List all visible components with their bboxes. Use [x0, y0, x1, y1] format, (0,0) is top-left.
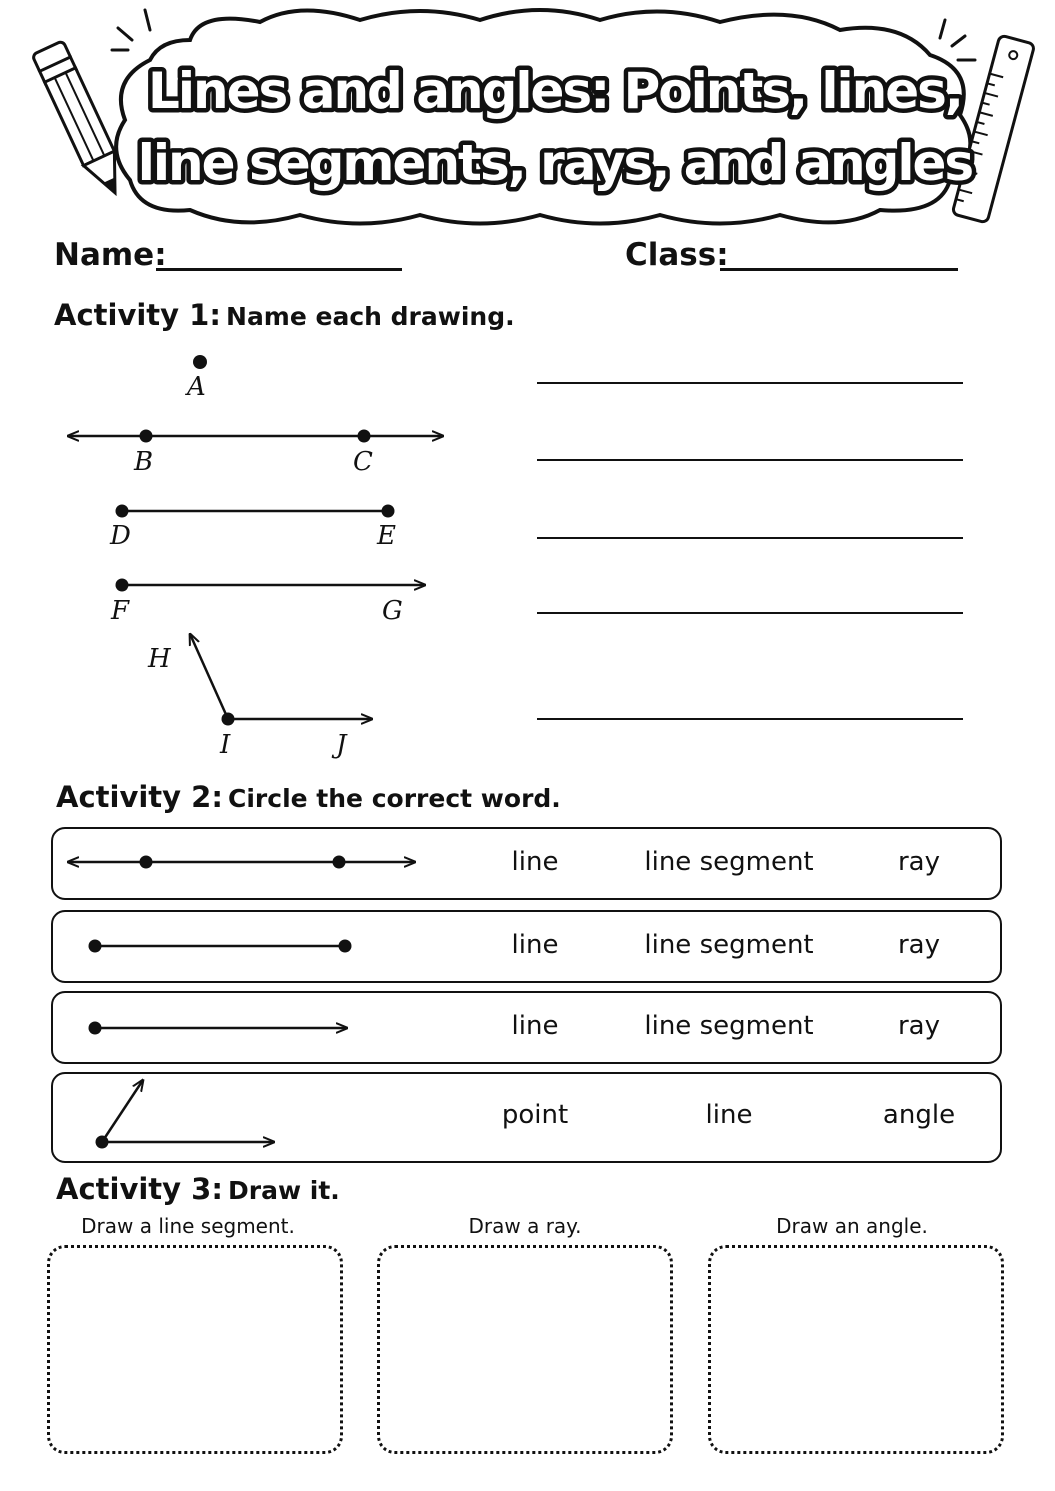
activity1-instruction: Name each drawing.	[226, 302, 515, 331]
class-label: Class:	[625, 237, 729, 273]
activity3-title	[56, 1172, 340, 1206]
draw-box-2[interactable]	[377, 1245, 673, 1454]
point-a	[193, 355, 207, 369]
answer-line-4[interactable]	[537, 612, 963, 614]
label-h: H	[148, 644, 171, 674]
name-label: Name:	[54, 237, 167, 273]
point-d	[116, 505, 129, 518]
choice-word[interactable]: ray	[897, 930, 941, 960]
answer-line-3[interactable]	[537, 537, 963, 539]
label-a: A	[187, 372, 206, 402]
draw-box-3-label: Draw an angle.	[776, 1214, 928, 1238]
choice-row-2	[51, 910, 1002, 983]
activity2-instruction: Circle the correct word.	[228, 784, 561, 813]
label-b: B	[134, 447, 154, 477]
answer-line-1[interactable]	[537, 382, 963, 384]
choice-word[interactable]: line	[511, 930, 559, 960]
draw-box-1-label: Draw a line segment.	[81, 1214, 295, 1238]
choice-word[interactable]: line segment	[644, 930, 814, 960]
choice-word[interactable]: ray	[897, 847, 941, 877]
choice-word[interactable]: line	[511, 1011, 559, 1041]
point-f	[116, 579, 129, 592]
activity2-heading: Activity 2:	[56, 780, 223, 814]
activity2-title	[56, 780, 561, 814]
label-f: F	[111, 596, 130, 626]
choice-row-3	[51, 991, 1002, 1064]
point-i	[222, 713, 235, 726]
label-e: E	[377, 521, 396, 551]
label-d: D	[110, 521, 131, 551]
choice-word[interactable]: line segment	[644, 1011, 814, 1041]
point-c	[358, 430, 371, 443]
label-i: I	[220, 730, 231, 760]
choice-row-1	[51, 827, 1002, 900]
choice-row-4	[51, 1072, 1002, 1163]
choice-word[interactable]: line segment	[644, 847, 814, 877]
point-e	[382, 505, 395, 518]
draw-box-3[interactable]	[708, 1245, 1004, 1454]
activity1-heading: Activity 1:	[54, 298, 221, 332]
title-line-1: Lines and angles: Points, lines,	[148, 62, 962, 120]
label-g: G	[382, 596, 403, 626]
point-b	[140, 430, 153, 443]
choice-word[interactable]: angle	[882, 1100, 956, 1130]
label-j: J	[336, 730, 347, 760]
label-c: C	[353, 447, 373, 477]
title-line-2: line segments, rays, and angles	[137, 134, 973, 192]
draw-box-2-label: Draw a ray.	[468, 1214, 582, 1238]
ray-ih	[190, 634, 228, 719]
answer-line-2[interactable]	[537, 459, 963, 461]
activity3-instruction: Draw it.	[228, 1176, 340, 1205]
choice-word[interactable]: ray	[897, 1011, 941, 1041]
choice-word[interactable]: line	[705, 1100, 753, 1130]
choice-word[interactable]: point	[501, 1100, 569, 1130]
activity3-heading: Activity 3:	[56, 1172, 223, 1206]
draw-box-1[interactable]	[47, 1245, 343, 1454]
answer-line-5[interactable]	[537, 718, 963, 720]
choice-word[interactable]: line	[511, 847, 559, 877]
